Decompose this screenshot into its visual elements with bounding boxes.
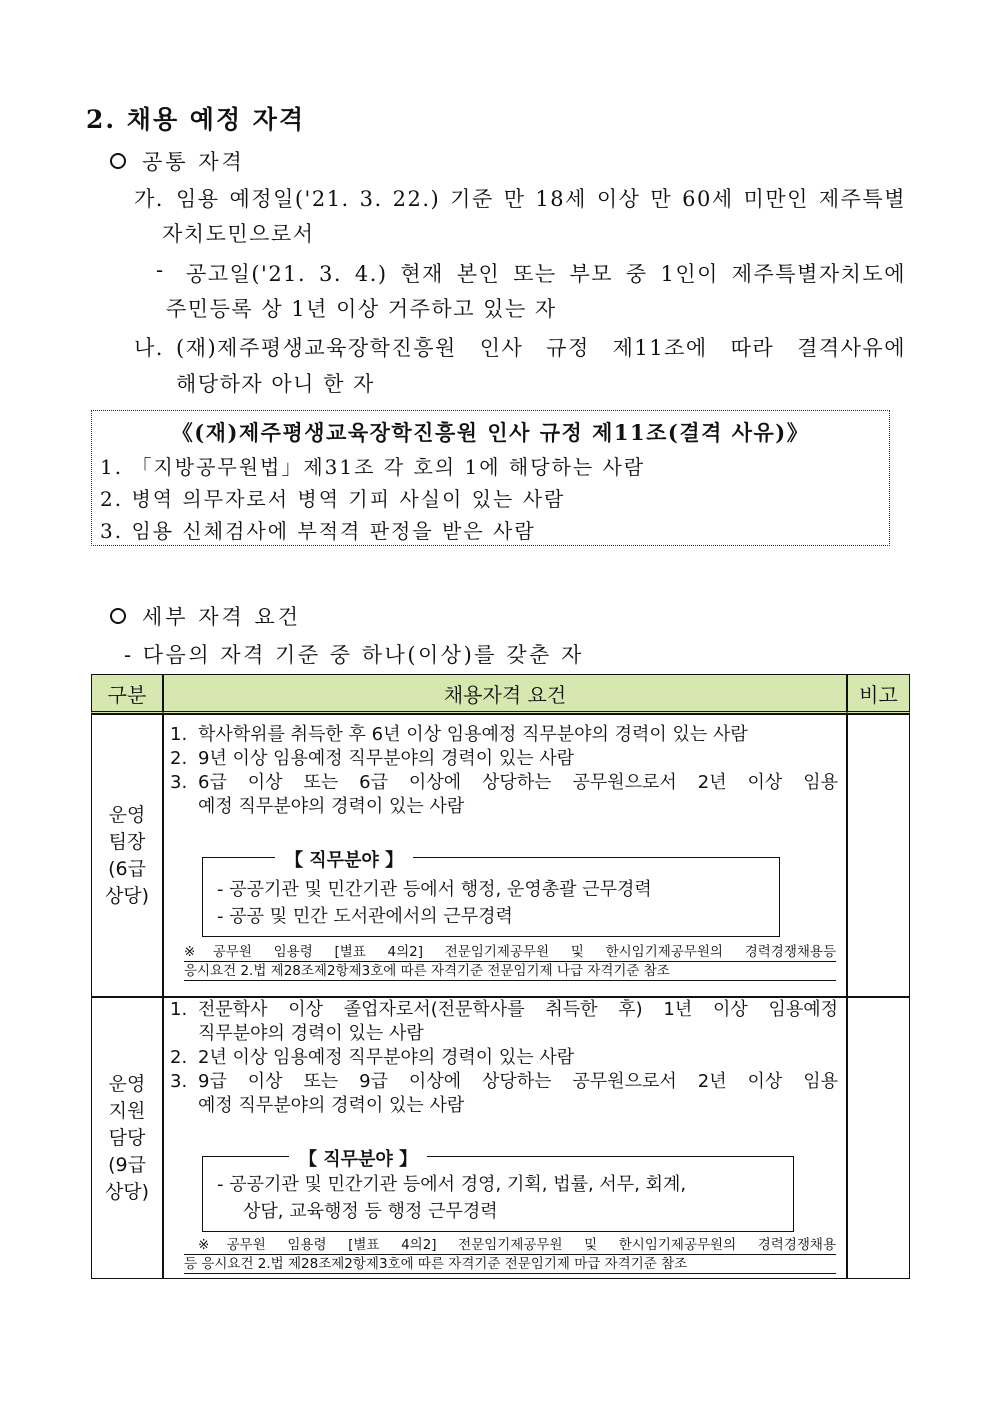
ga-line1: 임용 예정일('21. 3. 22.) 기준 만 18세 이상 만 60세 미만인 제주특별 bbox=[176, 187, 906, 211]
row-label-line: 상당) bbox=[104, 884, 150, 907]
remark-cell bbox=[847, 997, 910, 1279]
requirement-text: 9년 이상 임용예정 직무분야의 경력이 있는 사람 bbox=[198, 748, 575, 769]
ga-prefix: 가. bbox=[134, 187, 164, 211]
requirements-cell bbox=[163, 997, 847, 1279]
requirement-item bbox=[170, 1070, 838, 1094]
common-heading bbox=[110, 146, 245, 176]
sub-line1: 공고일('21. 3. 4.) 현재 본인 또는 부모 중 1인이 제주특별자치도에 bbox=[186, 262, 906, 286]
remark-cell bbox=[847, 714, 910, 997]
table-header-row bbox=[91, 674, 910, 714]
requirement-item bbox=[170, 998, 838, 1022]
col-header-remark: 비고 bbox=[847, 674, 910, 714]
na-line2: 해당하자 아니 한 자 bbox=[176, 372, 375, 396]
duty-field-title: 【 직무분야 】 bbox=[289, 1145, 427, 1171]
sub-prefix: - bbox=[156, 258, 165, 282]
row-label-line: 운영 bbox=[108, 803, 146, 826]
requirements-cell bbox=[163, 714, 847, 997]
row-label-line: (9급 bbox=[108, 1153, 146, 1176]
row-label-line: 팀장 bbox=[108, 830, 146, 853]
circle-bullet-icon bbox=[110, 153, 126, 169]
requirement-item-cont bbox=[170, 1022, 838, 1046]
row-label-line: 상당) bbox=[104, 1180, 150, 1203]
note-line: 등 응시요건 2.법 제28조제2항제3호에 따른 자격기준 전문임기제 마급 자격기준 참조 bbox=[184, 1255, 836, 1274]
legal-note bbox=[184, 943, 836, 981]
requirement-text: 학사학위를 취득한 후 6년 이상 임용예정 직무분야의 경력이 있는 사람 bbox=[198, 724, 748, 745]
row-label-line: 지원 bbox=[108, 1099, 146, 1122]
row-label-support bbox=[91, 997, 163, 1279]
requirement-text: 직무분야의 경력이 있는 사람 bbox=[198, 1023, 424, 1044]
duty-line: 상담, 교육행정 등 행정 근무경력 bbox=[243, 1201, 498, 1222]
requirement-text: 2년 이상 임용예정 직무분야의 경력이 있는 사람 bbox=[198, 1047, 575, 1068]
common-heading-text: 공통 자격 bbox=[142, 150, 245, 174]
note-line: 응시요건 2.법 제28조제2항제3호에 따른 자격기준 전문임기제 나급 자격기준 참조 bbox=[184, 962, 836, 981]
section-title: 2. 채용 예정 자격 bbox=[86, 105, 306, 134]
note-line: ※공무원 임용령 [별표 4의2] 전문임기제공무원 및 한시임기제공무원의 경력경쟁채용 bbox=[184, 1236, 836, 1255]
requirement-num: 2. bbox=[170, 748, 188, 769]
col-header-category: 구분 bbox=[91, 674, 163, 714]
requirement-num: 3. bbox=[170, 772, 188, 793]
disqualification-box bbox=[91, 410, 890, 546]
row-label-line: 운영 bbox=[108, 1072, 146, 1095]
sub-line2: 주민등록 상 1년 이상 거주하고 있는 자 bbox=[166, 297, 557, 321]
requirement-text: 9급 이상 또는 9급 이상에 상당하는 공무원으로서 2년 이상 임용 bbox=[198, 1071, 838, 1092]
duty-field-title: 【 직무분야 】 bbox=[275, 846, 413, 872]
duty-field-box bbox=[202, 1149, 794, 1232]
col-header-requirements: 채용자격 요건 bbox=[163, 674, 847, 714]
table-row bbox=[91, 997, 910, 1279]
table-row bbox=[91, 714, 910, 997]
legal-note bbox=[184, 1236, 836, 1274]
requirement-item bbox=[170, 1046, 838, 1070]
requirement-item bbox=[170, 747, 838, 771]
na-line1: (재)제주평생교육장학진흥원 인사 규정 제11조에 따라 결격사유에 bbox=[176, 336, 906, 360]
requirement-num: 2. bbox=[170, 1047, 188, 1068]
na-prefix: 나. bbox=[134, 336, 164, 360]
duty-line: - 공공 및 민간 도서관에서의 근무경력 bbox=[217, 906, 513, 927]
disqualification-item: 2. 병역 의무자로서 병역 기피 사실이 있는 사람 bbox=[100, 487, 566, 511]
detail-subline: - 다음의 자격 기준 중 하나(이상)를 갖춘 자 bbox=[124, 643, 584, 667]
requirement-text: 전문학사 이상 졸업자로서(전문학사를 취득한 후) 1년 이상 임용예정 bbox=[198, 999, 838, 1020]
disqualification-item: 3. 임용 신체검사에 부적격 판정을 받은 사람 bbox=[100, 519, 536, 543]
duty-line: - 공공기관 및 민간기관 등에서 행정, 운영총괄 근무경력 bbox=[217, 879, 652, 900]
row-label-line: (6급 bbox=[108, 857, 146, 880]
requirement-item-cont bbox=[170, 1094, 838, 1118]
requirement-item bbox=[170, 723, 838, 747]
row-label-line: 담당 bbox=[108, 1126, 146, 1149]
circle-bullet-icon bbox=[110, 608, 126, 624]
detail-heading bbox=[110, 601, 301, 631]
ga-line2: 자치도민으로서 bbox=[162, 222, 315, 246]
disqualification-item: 1. 「지방공무원법」제31조 각 호의 1에 해당하는 사람 bbox=[100, 455, 646, 479]
requirement-text: 6급 이상 또는 6급 이상에 상당하는 공무원으로서 2년 이상 임용 bbox=[198, 772, 838, 793]
qualification-table bbox=[91, 674, 910, 1279]
duty-field-box bbox=[202, 850, 780, 937]
requirement-item-cont bbox=[170, 795, 838, 819]
requirement-num: 3. bbox=[170, 1071, 188, 1092]
requirement-num: 1. bbox=[170, 999, 188, 1020]
requirement-item bbox=[170, 771, 838, 795]
disqualification-title: 《(재)제주평생교육장학진흥원 인사 규정 제11조(결격 사유)》 bbox=[171, 420, 810, 445]
duty-line: - 공공기관 및 민간기관 등에서 경영, 기획, 법률, 서무, 회계, bbox=[217, 1174, 687, 1195]
detail-heading-text: 세부 자격 요건 bbox=[142, 605, 302, 629]
note-line: ※공무원 임용령 [별표 4의2] 전문임기제공무원 및 한시임기제공무원의 경력경쟁채용등 bbox=[184, 944, 836, 960]
row-label-team-leader bbox=[91, 714, 163, 997]
requirement-text: 예정 직무분야의 경력이 있는 사람 bbox=[198, 1095, 465, 1116]
requirement-num: 1. bbox=[170, 724, 188, 745]
requirement-text: 예정 직무분야의 경력이 있는 사람 bbox=[198, 796, 465, 817]
